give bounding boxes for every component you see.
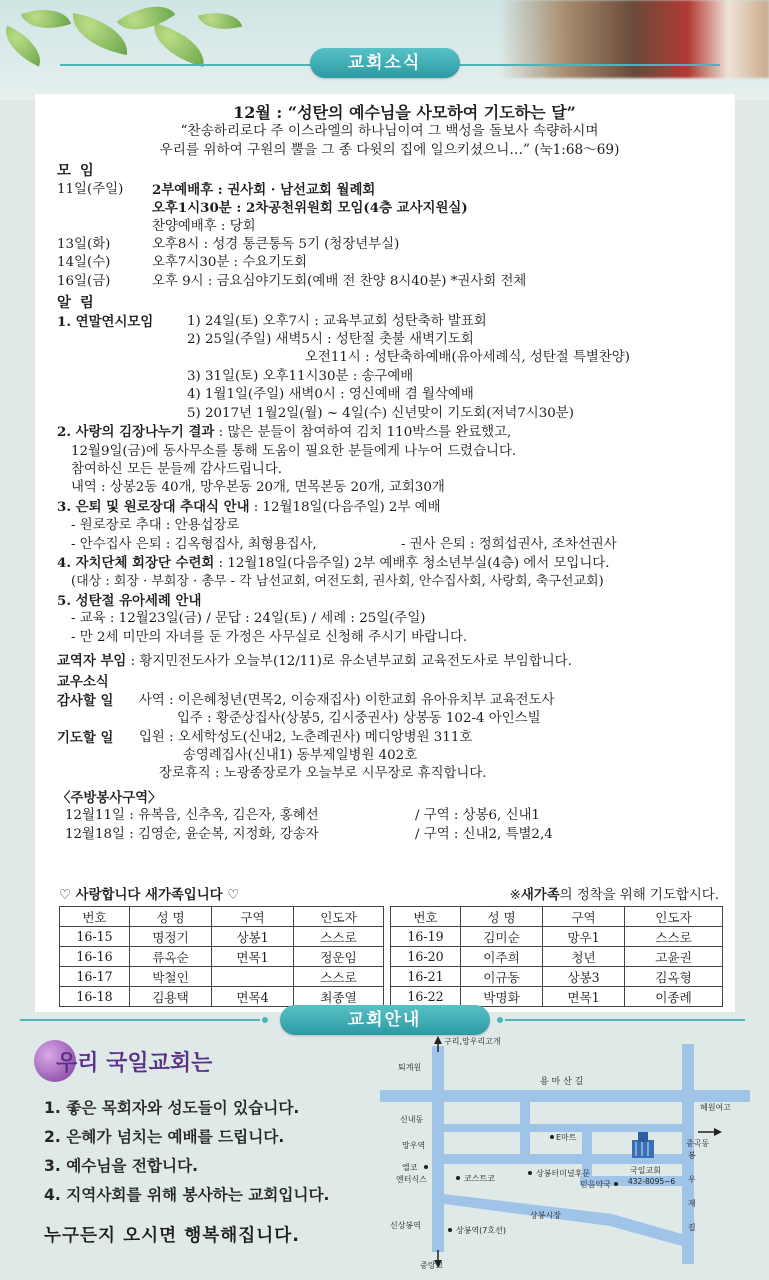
notice-2-line: 12월9일(금)에 동사무소를 통해 도움이 필요한 분들에게 나누어 드렸습니다. [71, 443, 517, 459]
list-item: 3. 예수님을 전합니다. [44, 1157, 199, 1175]
table-row: 16-21 이규동 상봉3 김옥형 [391, 967, 723, 987]
road-market [444, 1194, 682, 1246]
meeting-row: 16일(금) 오후 9시 : 금요심야기도회(예배 전 찬양 8시40분) *권사회 전체 [57, 273, 527, 289]
table-row: 16-15 명정기 상봉1 스스로 [60, 927, 384, 947]
newcomers-title: ♡ 사랑합니다 새가족입니다 ♡ [59, 887, 240, 903]
month-header: 12월 : “성탄의 예수님을 사모하여 기도하는 달” [233, 103, 576, 122]
kitchen-row: 12월11일 : 유복음, 신추옥, 김은자, 홍혜선 / 구역 : 상봉6, 신내1 [65, 808, 540, 824]
notice-1-item: 2) 25일(주일) 새벽5시 : 성탄절 촛불 새벽기도회 [187, 332, 474, 348]
map-label-gyeonggye: 퇴계원 [398, 1063, 422, 1072]
table-row: 16-16 류옥순 면목1 정운임 [60, 947, 384, 967]
meeting-row: 오후1시30분 : 2차공천위원회 모임(4층 교사지원실) [152, 200, 468, 217]
verse-line-1: “찬송하리로다 주 이스라엘의 하나님이여 그 백성을 돌보사 속량하시며 [180, 123, 599, 140]
notices-heading: 알 림 [57, 294, 96, 312]
members-heading: 교우소식 [57, 674, 109, 691]
meetings-heading: 모 임 [57, 162, 96, 180]
notice-1-item: 3) 31일(토) 오후11시30분 : 송구예배 [187, 368, 414, 384]
map-label-elco: 엘코 [402, 1163, 418, 1172]
notice-1: 1. 연말연시모임 1) 24일(토) 오후7시 : 교육부교회 성탄축하 발표회 [57, 313, 487, 330]
thanks-row: 감사할 일 사역 : 이은혜청년(면목2, 이승재집사) 이한교회 유아유치부 교육전도사 [57, 692, 555, 709]
meeting-row: 찬양예배후 : 당회 [152, 218, 256, 234]
notice-2: 2. 사랑의 김장나누기 결과 : 많은 분들이 참여하여 김치 110박스를 완료했고, [57, 424, 512, 441]
news-panel [35, 94, 735, 1012]
guide-rule-left [20, 1019, 260, 1021]
list-item: 4. 지역사회를 위해 봉사하는 교회입니다. [44, 1186, 330, 1204]
map-label-church: 국일교회 [630, 1166, 661, 1175]
notice-3: 3. 은퇴 및 원로장대 추대식 안내 : 12월18일(다음주일) 2부 예배 [57, 498, 441, 515]
thanks-row: 입주 : 황준상집사(상봉5, 김시중권사) 상봉동 102-4 아인스빌 [177, 711, 541, 727]
table-row: 16-19 김미순 망우1 스스로 [391, 927, 723, 947]
road-yongmasan [380, 1090, 750, 1102]
map-label-sangbong-station: 상봉역(7호선) [456, 1226, 506, 1235]
christmas-photo [499, 0, 769, 78]
map-label-bong: 봉 [688, 1151, 696, 1160]
notice-4: 4. 자치단체 회장단 수련회 : 12월18일(다음주일) 2부 예배후 청소년부실(4층) 에서 모입니다. [57, 554, 610, 571]
newcomers-header [59, 884, 719, 903]
table-row: 16-20 이주희 청년 고윤권 [391, 947, 723, 967]
table-row: 16-22 박명화 면목1 이종례 [391, 987, 723, 1007]
welcome-message: 누구든지 오시면 행복해집니다. [44, 1226, 300, 1246]
kitchen-heading: 〈주방봉사구역〉 [57, 789, 162, 806]
road-vertical-west [432, 1046, 444, 1252]
notice-5-line: - 교육 : 12월23일(금) / 문답 : 24일(토) / 세례 : 25일(주일) [71, 611, 426, 627]
map-label-junggok: 중곡동 [686, 1139, 710, 1148]
list-item: 1. 좋은 목회자와 성도들이 있습니다. [44, 1099, 300, 1117]
map-label-sinsangbong: 신상봉역 [390, 1221, 421, 1230]
prayer-row: 장로휴직 : 노광종장로가 오늘부로 시무장로 휴직합니다. [159, 766, 487, 782]
map-label-entersix: 엔터식스 [396, 1175, 427, 1184]
map-label-terminal: 상봉터미널후문 [536, 1169, 591, 1178]
news-title: 교회소식 [310, 48, 460, 78]
notice-1-item: 오전11시 : 성탄축하예배(유아세례식, 성탄절 특별찬양) [305, 350, 630, 366]
map-label-yongmasan: 용 마 산 길 [540, 1077, 584, 1087]
prayer-row: 기도할 일 입원 : 오세학성도(신내2, 노춘례권사) 메디앙병원 311호 [57, 729, 473, 746]
notice-5: 5. 성탄절 유아세례 안내 [57, 592, 202, 609]
guide-title: 교회안내 [280, 1005, 490, 1035]
newcomers-tables [59, 906, 723, 1007]
meeting-row: 11일(주일) 2부예배후 : 권사회 · 남선교회 월례회 [57, 181, 376, 198]
map-label-north: 구리,망우리고개 [444, 1037, 501, 1046]
location-map [380, 1036, 750, 1270]
notice-3-line: - 원로장로 추대 : 안용섭장로 [71, 518, 240, 534]
kitchen-row: 12월18일 : 김영순, 윤순복, 지정화, 강송자 / 구역 : 신내2, 특별2,4 [65, 826, 553, 842]
map-label-sinnae: 신내동 [400, 1115, 424, 1124]
intro-title: 우리 국일교회는 [38, 1040, 238, 1082]
map-label-emart: E마트 [556, 1133, 577, 1142]
table-row: 16-17 박철인 스스로 [60, 967, 384, 987]
map-label-mangu: 망우역 [402, 1141, 426, 1150]
intro-list [44, 1094, 329, 1210]
list-item: 2. 은혜가 넘치는 예배를 드립니다. [44, 1128, 285, 1146]
church-icon [632, 1132, 654, 1158]
map-label-pharmacy: 믿음약국 [580, 1180, 611, 1189]
map-label-gil: 길 [688, 1223, 696, 1232]
map-label-jae: 재 [688, 1199, 696, 1208]
verse-line-2: 우리를 위하여 구원의 뿔을 그 종 다윗의 집에 일으키셨으니…” (눅1:68～69) [159, 142, 620, 159]
notice-1-item: 5) 2017년 1월2일(월) ~ 4일(수) 신년맞이 기도회(저녁7시30분) [187, 405, 574, 421]
notice-3-line: - 안수집사 은퇴 : 김옥형집사, 최형용집사, - 권사 은퇴 : 정희섭권사, 조차선권사 [71, 536, 617, 552]
meeting-row: 14일(수) 오후7시30분 : 수요기도회 [57, 255, 308, 271]
notice-2-line: 참여하신 모든 분들께 감사드립니다. [71, 461, 283, 477]
newcomers-table-right: 번호 성 명 구역 인도자 16-19 김미순 망우1 스스로 16-20 이주희 청년 고윤권 16-21 이규동 상봉3 김옥형 16-22 박명화 면목1 이종례 [390, 906, 723, 1007]
newcomers-table-left: 번호 성 명 구역 인도자 16-15 명정기 상봉1 스스로 16-16 류옥순 면목1 정운임 16-17 박철인 스스로 16-18 김용택 면목4 최종열 [59, 906, 384, 1007]
newcomers-note: ※새가족의 정착을 위해 기도합시다. [509, 887, 719, 903]
minister-notice: 교역자 부임 : 황지민전도사가 오늘부(12/11)로 유소년부교회 교육전도사로 부임합니다. [57, 652, 572, 669]
map-label-u: 우 [688, 1175, 696, 1184]
road-mangu [444, 1124, 682, 1132]
notice-4-line: (대상 : 회장 · 부회장 · 총무 - 각 남선교회, 여전도회, 권사회, 안수집사회, 사랑회, 축구선교회) [71, 574, 604, 590]
map-label-costco: 코스트코 [464, 1174, 495, 1183]
meeting-row: 13일(화) 오후8시 : 성경 통큰통독 5기 (청장년부실) [57, 237, 400, 253]
notice-1-item: 4) 1월1일(주일) 새벽0시 : 영신예배 겸 월삭예배 [187, 387, 474, 403]
prayer-row: 송영례집사(신내1) 동부제일병원 402호 [183, 748, 418, 763]
notice-2-line: 내역 : 상봉2동 40개, 망우본동 20개, 면목본동 20개, 교회30개 [71, 480, 445, 496]
map-label-market: 상봉시장 [530, 1211, 561, 1220]
map-label-phone: 432-8095~6 [628, 1177, 676, 1186]
table-row: 16-18 김용택 면목4 최종열 [60, 987, 384, 1007]
guide-rule-right [505, 1019, 745, 1021]
map-label-hyewon: 혜원여고 [700, 1103, 731, 1112]
map-label-jungnang: 중랑교 [420, 1261, 444, 1270]
notice-5-line: - 만 2세 미만의 자녀를 둔 가정은 사무실로 신청해 주시기 바랍니다. [71, 629, 468, 645]
